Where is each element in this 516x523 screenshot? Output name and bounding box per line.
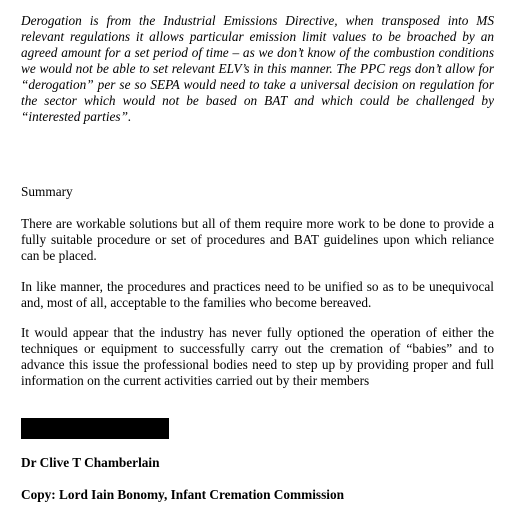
redacted-signature-block <box>21 418 169 439</box>
summary-paragraph-2: In like manner, the procedures and practices need to be unified so as to be unequivocal and, most of all, acceptable to the families who become bereaved. <box>21 279 494 310</box>
derogation-paragraph: Derogation is from the Industrial Emissions Directive, when transposed into MS relevant regulations it allows particular emission limit values to be broached by an agreed amount for a set period of time – as we don’t know of the combustion conditions we would not be able to set relevant ELV’s in this manner. The PPC regs don’t allow for “derogation” per se so SEPA would need to take a universal decision on regulation for the sector which would not be based on BAT and which could be challenged by “interested parties”. <box>21 13 494 124</box>
summary-heading: Summary <box>21 184 73 199</box>
signatory-name: Dr Clive T Chamberlain <box>21 455 160 470</box>
summary-paragraph-3: It would appear that the industry has never fully optioned the operation of either the techniques or equipment to successfully carry out the cremation of “babies” and to advance this issue the professional bodies need to step up by providing proper and full information on the current activities carried out by their members <box>21 325 494 388</box>
copy-recipient-line: Copy: Lord Iain Bonomy, Infant Cremation Commission <box>21 487 344 502</box>
summary-paragraph-1: There are workable solutions but all of them require more work to be done to provide a fully suitable procedure or set of procedures and BAT guidelines upon which reliance can be placed. <box>21 216 494 263</box>
